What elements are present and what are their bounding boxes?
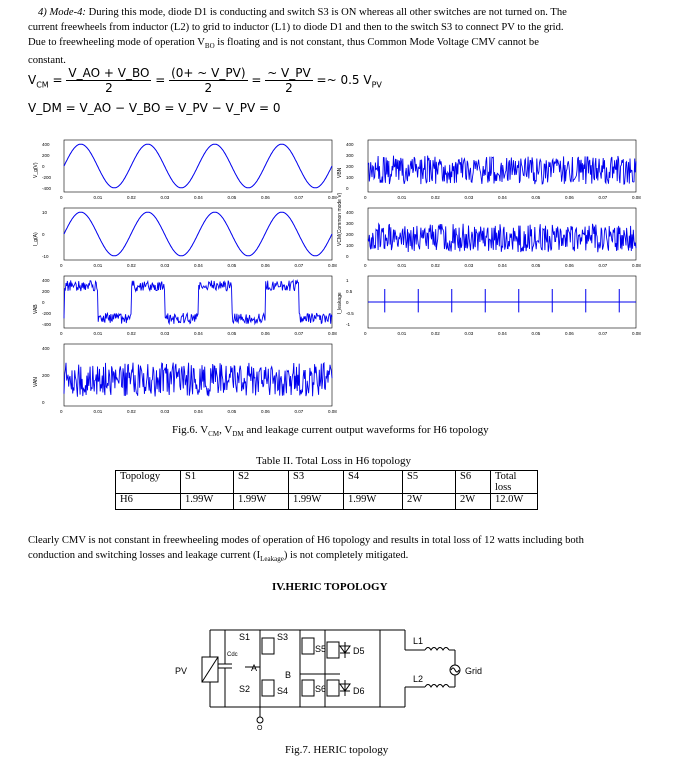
d5-label: D5	[353, 646, 365, 656]
l2-label: L2	[413, 674, 424, 684]
pv-label: PV	[175, 666, 188, 676]
x-tick-label: 0.06	[565, 195, 574, 200]
vcm-numerator2: (0+ ~ V_PV)	[171, 66, 246, 80]
x-tick-label: 0	[364, 331, 367, 336]
x-tick-label: 0.04	[194, 331, 203, 336]
x-tick-label: 0	[60, 195, 63, 200]
x-tick-label: 0.06	[261, 331, 270, 336]
mode4-paragraph	[28, 6, 654, 68]
y-tick-label: -1	[346, 322, 351, 327]
x-tick-label: 0.03	[160, 331, 170, 336]
x-tick-label: 0	[364, 263, 367, 268]
node-o-label: O	[257, 725, 263, 732]
y-tick-label: 300	[346, 221, 354, 226]
cdc-label: Cdc	[227, 652, 238, 658]
y-axis-label: VAB	[33, 304, 39, 314]
table2-title: Table II. Total Loss in H6 topology	[256, 455, 411, 467]
x-tick-label: 0.01	[93, 263, 103, 268]
x-tick-label: 0.02	[431, 331, 440, 336]
x-tick-label: 0.02	[127, 263, 136, 268]
y-tick-label: 100	[346, 175, 354, 180]
y-axis-label: VAN	[33, 377, 39, 387]
s5-label: S5	[315, 644, 327, 654]
y-tick-label: 0	[42, 300, 45, 305]
x-tick-label: 0.08	[328, 409, 337, 414]
y-tick-label: -0.5	[346, 311, 354, 316]
x-tick-label: 0.08	[632, 195, 641, 200]
s6-label: S6	[315, 684, 327, 694]
y-tick-label: -10	[42, 254, 49, 259]
x-tick-label: 0.02	[431, 195, 440, 200]
y-tick-label: 0	[42, 400, 45, 405]
table-cell: 1.99W	[234, 494, 289, 510]
table-header: S1	[181, 471, 234, 494]
x-tick-label: 0.05	[531, 263, 541, 268]
table-header: Topology	[116, 471, 181, 494]
table-header: Total loss	[491, 471, 538, 494]
d6-label: D6	[353, 686, 365, 696]
x-tick-label: 0	[60, 263, 63, 268]
table-header-row	[116, 471, 538, 494]
y-tick-label: 200	[346, 232, 354, 237]
x-tick-label: 0.04	[498, 195, 507, 200]
x-tick-label: 0.06	[261, 263, 270, 268]
table-header: S2	[234, 471, 289, 494]
x-tick-label: 0.04	[194, 409, 203, 414]
x-tick-label: 0.06	[565, 263, 574, 268]
figure6-waveforms	[28, 132, 648, 420]
node-b-label: B	[285, 670, 292, 680]
s3-label: S3	[277, 632, 289, 642]
table-cell: 1.99W	[344, 494, 403, 510]
table-header: S6	[456, 471, 491, 494]
x-tick-label: 0.01	[397, 331, 407, 336]
y-tick-label: 200	[42, 373, 50, 378]
mode-number: 4)	[38, 7, 47, 18]
x-tick-label: 0.02	[127, 409, 136, 414]
table-cell: 2W	[456, 494, 491, 510]
x-tick-label: 0.06	[565, 331, 574, 336]
x-tick-label: 0.08	[632, 331, 641, 336]
y-axis-label: VCM(Common mode V)	[337, 192, 343, 246]
x-tick-label: 0.05	[227, 263, 237, 268]
x-tick-label: 0.07	[294, 195, 304, 200]
x-tick-label: 0.05	[227, 331, 237, 336]
mode-line3: Due to freewheeling mode of operation $V_{BO}$ is floating and is not constant, thus Common Mode Voltage CMV cannot be	[28, 36, 539, 50]
vcm-numerator3: ~ V_PV	[267, 66, 311, 80]
x-tick-label: 0.04	[194, 263, 203, 268]
y-tick-label: 0.5	[346, 289, 353, 294]
x-tick-label: 0.01	[397, 195, 407, 200]
loss-table	[115, 470, 538, 510]
y-tick-label: -200	[42, 175, 52, 180]
conclusion-line1: Clearly CMV is not constant in freewheeling modes of operation of H6 topology and results in total loss of 12 watts including both	[28, 535, 584, 546]
x-tick-label: 0.01	[93, 409, 103, 414]
y-axis-label: V_g(V)	[33, 162, 39, 178]
l1-label: L1	[413, 636, 424, 646]
s1-label: S1	[239, 632, 251, 642]
y-tick-label: 0	[42, 232, 45, 237]
table-cell: H6	[116, 494, 181, 510]
y-tick-label: 0	[346, 254, 349, 259]
x-tick-label: 0.03	[464, 195, 474, 200]
x-tick-label: 0.07	[294, 263, 304, 268]
conclusion-line2: conduction and switching losses and leakage current $(I_{Leakage})$ is not completely mitigated.	[28, 549, 409, 563]
x-tick-label: 0	[60, 409, 63, 414]
figure6-caption: Fig.6. $V_{CM}$, $V_{DM}$ and leakage current output waveforms for H6 topology	[172, 424, 489, 439]
x-tick-label: 0.03	[464, 331, 474, 336]
y-tick-label: -400	[42, 186, 52, 191]
y-tick-label: 400	[346, 142, 354, 147]
x-tick-label: 0.07	[294, 331, 304, 336]
vcm-numerator: V_AO + V_BO	[68, 66, 150, 80]
figure7-caption: Fig.7. HERIC topology	[285, 744, 389, 756]
x-tick-label: 0.02	[127, 195, 136, 200]
mode-title: Mode-4:	[49, 7, 86, 18]
x-tick-label: 0.02	[431, 263, 440, 268]
x-tick-label: 0.08	[632, 263, 641, 268]
x-tick-label: 0.07	[294, 409, 304, 414]
y-tick-label: 0	[346, 186, 349, 191]
y-tick-label: 300	[346, 153, 354, 158]
y-tick-label: -200	[42, 311, 52, 316]
x-tick-label: 0.01	[93, 331, 103, 336]
x-tick-label: 0.07	[598, 263, 608, 268]
vdm-equation: V_DM = V_AO − V_BO = V_PV − V_PV = 0	[28, 101, 281, 115]
x-tick-label: 0	[364, 195, 367, 200]
x-tick-label: 0.02	[127, 331, 136, 336]
table-row	[116, 494, 538, 510]
x-tick-label: 0.07	[598, 195, 608, 200]
y-tick-label: 200	[42, 153, 50, 158]
heric-circuit-diagram	[165, 612, 505, 732]
mode-line4: constant.	[28, 54, 66, 66]
y-tick-label: 1	[346, 278, 349, 283]
x-tick-label: 0.08	[328, 331, 337, 336]
y-tick-label: 100	[346, 243, 354, 248]
table-header: S5	[403, 471, 456, 494]
y-tick-label: 200	[346, 164, 354, 169]
y-axis-label: I_g(A)	[33, 232, 39, 246]
y-axis-label: VBN	[337, 167, 343, 178]
s2-label: S2	[239, 684, 251, 694]
mode-line1: During this mode, diode D1 is conducting and switch S3 is ON whereas all other switches are not turned on. The	[88, 7, 567, 18]
y-tick-label: 200	[42, 289, 50, 294]
x-tick-label: 0.04	[194, 195, 203, 200]
y-axis-label: I_leakage	[337, 292, 343, 314]
s4-label: S4	[277, 686, 289, 696]
table-header: S4	[344, 471, 403, 494]
x-tick-label: 0.03	[464, 263, 474, 268]
y-tick-label: 400	[42, 278, 50, 283]
x-tick-label: 0	[60, 331, 63, 336]
mode-line2: current freewheels from inductor (L2) to grid to inductor (L1) to diode D1 and then to the switch S3 to connect PV to the grid.	[28, 21, 564, 33]
y-tick-label: 400	[42, 142, 50, 147]
table-cell: 1.99W	[289, 494, 344, 510]
vcm-equation: $V_{CM}$ = $\frac{V\_AO + V\_BO}{2}$ = $\frac{(0+ \sim V\_PV)}{2}$ = $\frac{\sim V\_PV}{2}$ =~ 0.5 $V_{PV}$	[28, 66, 382, 95]
y-tick-label: -400	[42, 322, 52, 327]
y-tick-label: 400	[42, 346, 50, 351]
table-cell: 2W	[403, 494, 456, 510]
x-tick-label: 0.03	[160, 195, 170, 200]
section-heading: IV.HERIC TOPOLOGY	[272, 581, 388, 593]
x-tick-label: 0.01	[397, 263, 407, 268]
x-tick-label: 0.03	[160, 409, 170, 414]
x-tick-label: 0.08	[328, 195, 337, 200]
y-tick-label: 10	[42, 210, 48, 215]
x-tick-label: 0.05	[227, 195, 237, 200]
x-tick-label: 0.06	[261, 409, 270, 414]
x-tick-label: 0.07	[598, 331, 608, 336]
grid-label: Grid	[465, 666, 483, 676]
x-tick-label: 0.05	[227, 409, 237, 414]
node-a-label: A	[251, 663, 258, 673]
x-tick-label: 0.08	[328, 263, 337, 268]
table-cell: 1.99W	[181, 494, 234, 510]
y-tick-label: 0	[346, 300, 349, 305]
x-tick-label: 0.05	[531, 331, 541, 336]
y-tick-label: 0	[42, 164, 45, 169]
x-tick-label: 0.04	[498, 331, 507, 336]
x-tick-label: 0.04	[498, 263, 507, 268]
x-tick-label: 0.06	[261, 195, 270, 200]
conclusion-paragraph	[28, 534, 654, 567]
x-tick-label: 0.05	[531, 195, 541, 200]
x-tick-label: 0.01	[93, 195, 103, 200]
y-tick-label: 400	[346, 210, 354, 215]
table-cell: 12.0W	[491, 494, 538, 510]
x-tick-label: 0.03	[160, 263, 170, 268]
table-header: S3	[289, 471, 344, 494]
